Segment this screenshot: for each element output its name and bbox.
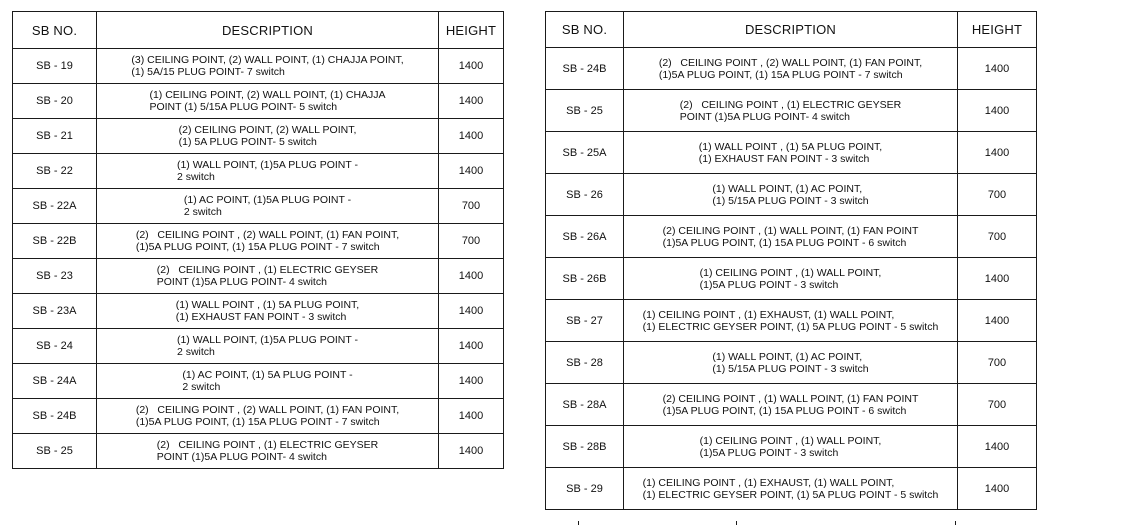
description-text: (1) CEILING POINT , (1) WALL POINT, (1)5A PLUG POINT - 3 switch [699,434,882,459]
description-cell [624,174,958,216]
height-cell: 700 [958,384,1037,426]
sb-number-cell: SB - 26B [546,258,624,300]
height-cell: 1400 [958,132,1037,174]
description-text: (3) CEILING POINT, (2) WALL POINT, (1) CHAJJA POINT, (1) 5A/15 PLUG POINT- 7 switch [131,54,404,78]
sb-number-cell: SB - 25 [13,434,97,469]
sb-number-cell: SB - 23A [13,294,97,329]
table-row [546,384,1037,426]
sb-number-cell: SB - 28A [546,384,624,426]
description-cell [624,468,958,510]
table-row [13,294,504,329]
sb-number-cell: SB - 19 [13,49,97,84]
sb-number-cell: SB - 20 [13,84,97,119]
height-cell: 1400 [439,154,504,189]
sb-number-cell: SB - 28B [546,426,624,468]
sb-number-cell: SB - 28 [546,342,624,384]
description-cell [624,90,958,132]
description-cell [624,48,958,90]
sb-number-cell: SB - 29 [546,468,624,510]
description-text: (1) WALL POINT, (1) AC POINT, (1) 5/15A PLUG POINT - 3 switch [712,182,869,207]
description-text: (2) CEILING POINT , (2) WALL POINT, (1) FAN POINT, (1)5A PLUG POINT, (1) 15A PLUG POINT - 7 switch [135,404,400,428]
description-text: (1) CEILING POINT , (1) WALL POINT, (1)5A PLUG POINT - 3 switch [699,266,882,291]
description-cell [624,342,958,384]
height-cell: 1400 [958,468,1037,510]
table-row [13,154,504,189]
sb-number-cell: SB - 23 [13,259,97,294]
height-cell: 1400 [439,294,504,329]
table-row [546,216,1037,258]
description-text: (1) CEILING POINT , (1) EXHAUST, (1) WALL POINT, (1) ELECTRIC GEYSER POINT, (1) 5A PLUG POINT - 5 switch [642,308,939,333]
description-cell [97,84,439,119]
table-continuation-mark [736,521,737,525]
description-header: DESCRIPTION [624,12,958,48]
description-text: (1) WALL POINT, (1)5A PLUG POINT - 2 switch [176,159,359,183]
height-cell: 700 [958,216,1037,258]
sb-no-header: SB NO. [13,12,97,49]
description-cell [97,294,439,329]
height-cell: 1400 [439,84,504,119]
height-cell: 1400 [439,119,504,154]
description-cell [624,132,958,174]
table-row [546,342,1037,384]
sb-number-cell: SB - 26A [546,216,624,258]
sb-number-cell: SB - 27 [546,300,624,342]
height-cell: 1400 [958,48,1037,90]
description-text: (1) AC POINT, (1)5A PLUG POINT - 2 switch [183,194,352,218]
table-row [546,468,1037,510]
description-text: (2) CEILING POINT , (1) WALL POINT, (1) FAN POINT (1)5A PLUG POINT, (1) 15A PLUG POINT - 6 switch [662,392,919,417]
description-cell [624,426,958,468]
height-cell: 1400 [958,426,1037,468]
height-cell: 1400 [958,258,1037,300]
table-row [13,49,504,84]
sb-number-cell: SB - 25A [546,132,624,174]
description-text: (1) WALL POINT , (1) 5A PLUG POINT, (1) EXHAUST FAN POINT - 3 switch [175,299,360,323]
height-cell: 1400 [958,300,1037,342]
description-cell [97,224,439,259]
height-cell: 1400 [439,364,504,399]
table-header-row [13,12,504,49]
height-cell: 1400 [439,329,504,364]
description-text: (2) CEILING POINT , (2) WALL POINT, (1) FAN POINT, (1)5A PLUG POINT, (1) 15A PLUG POINT - 7 switch [135,229,400,253]
description-text: (2) CEILING POINT , (2) WALL POINT, (1) FAN POINT, (1)5A PLUG POINT, (1) 15A PLUG POINT - 7 switch [658,56,923,81]
description-cell [97,189,439,224]
sb-number-cell: SB - 26 [546,174,624,216]
table-row [546,132,1037,174]
description-cell [97,119,439,154]
description-text: (2) CEILING POINT, (2) WALL POINT, (1) 5A PLUG POINT- 5 switch [178,124,357,148]
height-cell: 700 [958,174,1037,216]
sb-number-cell: SB - 24A [13,364,97,399]
table-row [13,364,504,399]
sb-number-cell: SB - 21 [13,119,97,154]
description-text: (2) CEILING POINT , (1) ELECTRIC GEYSER POINT (1)5A PLUG POINT- 4 switch [156,264,379,288]
description-text: (2) CEILING POINT , (1) ELECTRIC GEYSER POINT (1)5A PLUG POINT- 4 switch [679,98,902,123]
sb-number-cell: SB - 22A [13,189,97,224]
table-row [13,329,504,364]
height-cell: 1400 [958,90,1037,132]
description-text: (2) CEILING POINT , (1) ELECTRIC GEYSER POINT (1)5A PLUG POINT- 4 switch [156,439,379,463]
description-text: (1) WALL POINT , (1) 5A PLUG POINT, (1) EXHAUST FAN POINT - 3 switch [698,140,883,165]
table-row [546,48,1037,90]
table-row [13,189,504,224]
table-continuation-mark [955,521,956,525]
description-header: DESCRIPTION [97,12,439,49]
table-header-row [546,12,1037,48]
height-header: HEIGHT [958,12,1037,48]
description-cell [97,329,439,364]
height-cell: 1400 [439,259,504,294]
description-cell [97,49,439,84]
table-row [13,434,504,469]
table-row [546,90,1037,132]
height-cell: 1400 [439,49,504,84]
table-row [13,119,504,154]
table-continuation-mark [578,521,579,525]
height-cell: 1400 [439,434,504,469]
height-header: HEIGHT [439,12,504,49]
description-text: (1) WALL POINT, (1) AC POINT, (1) 5/15A PLUG POINT - 3 switch [712,350,869,375]
table-row [13,224,504,259]
sb-number-cell: SB - 25 [546,90,624,132]
description-text: (1) WALL POINT, (1)5A PLUG POINT - 2 switch [176,334,359,358]
description-cell [97,434,439,469]
description-text: (1) CEILING POINT, (2) WALL POINT, (1) CHAJJA POINT (1) 5/15A PLUG POINT- 5 switch [149,89,386,113]
description-cell [624,216,958,258]
table-row [13,399,504,434]
description-cell [97,259,439,294]
sb-number-cell: SB - 24 [13,329,97,364]
sb-number-cell: SB - 22 [13,154,97,189]
description-cell [624,300,958,342]
sb-no-header: SB NO. [546,12,624,48]
table-row [13,84,504,119]
table-row [546,426,1037,468]
description-cell [97,399,439,434]
description-text: (2) CEILING POINT , (1) WALL POINT, (1) FAN POINT (1)5A PLUG POINT, (1) 15A PLUG POINT - 6 switch [662,224,919,249]
table-row [546,300,1037,342]
height-cell: 700 [958,342,1037,384]
description-text: (1) CEILING POINT , (1) EXHAUST, (1) WALL POINT, (1) ELECTRIC GEYSER POINT, (1) 5A PLUG POINT - 5 switch [642,476,939,501]
table-row [546,258,1037,300]
sb-number-cell: SB - 22B [13,224,97,259]
description-cell [624,258,958,300]
description-cell [97,364,439,399]
table-row [546,174,1037,216]
switchboard-table-left [12,11,504,469]
table-row [13,259,504,294]
sb-number-cell: SB - 24B [13,399,97,434]
height-cell: 700 [439,189,504,224]
sb-number-cell: SB - 24B [546,48,624,90]
description-cell [624,384,958,426]
description-cell [97,154,439,189]
description-text: (1) AC POINT, (1) 5A PLUG POINT - 2 switch [182,369,353,393]
height-cell: 700 [439,224,504,259]
height-cell: 1400 [439,399,504,434]
switchboard-table-right [545,11,1037,510]
